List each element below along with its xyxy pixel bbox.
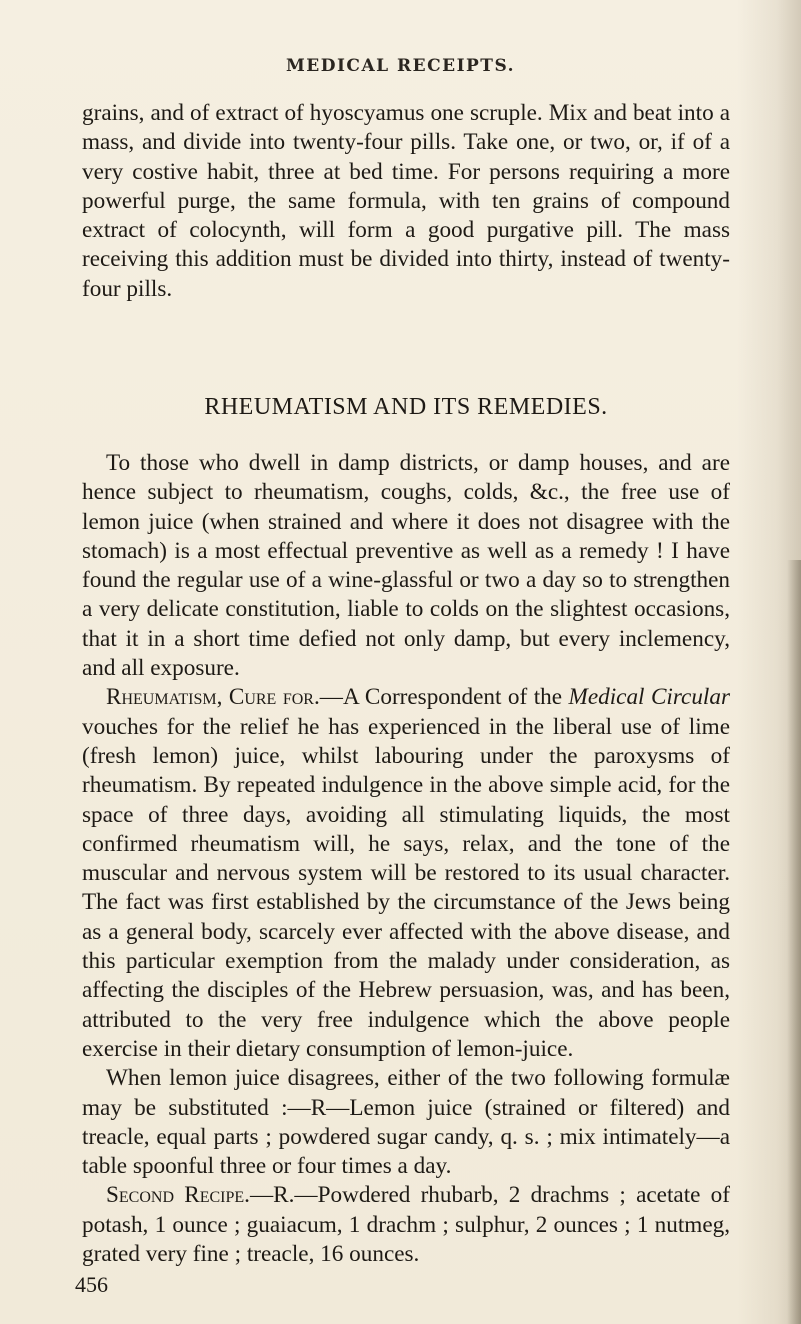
paragraph-text: vouches for the relief he has experienced in the liberal use of lime (fresh lemon) juice, whilst labouring under the paroxysms of rheumatism. By repeated indulgence in the above simple acid, for the space of three days, avoiding all stimulating liquids, the most confirmed rheumatism will, he says, relax, and the tone of the muscular and nervous system will be restored to its usual character. The fact was first established by the circumstance of the Jews being as a general body, scarcely ever affected with the above disease, and this particular exemption from the malady under consideration, as affecting the disciples of the Hebrew persuasion, was, and has been, attributed to the very free indulgence which the above people exercise in their dietary consumption of lemon-juice. [82,713,730,1062]
section-heading: RHEUMATISM AND ITS REMEDIES. [204,394,608,420]
publication-title: Medical Circular [568,684,730,711]
page-edge-shadow [787,560,801,1324]
entry-title: Rheumatism, Cure for. [106,684,320,711]
paragraph-text: —A Correspondent of the [319,684,569,711]
paragraph-rheumatism-cure [82,683,730,1064]
top-paragraph: grains, and of extract of hyoscyamus one scruple. Mix and beat into a mass, and divide into twenty-four pills. Take one, or two, or, if of a very costive habit, three at bed time. For persons requiring a more powerful purge, the same formula, with ten grains of compound extract of colocynth, will form a good purgative pill. The mass receiving this addition must be divided into thirty, instead of twenty-four pills. [82,100,730,302]
paragraph-formulae: When lemon juice disagrees, either of the two following formulæ may be substituted :—R—Lemon juice (strained or filtered) and treacle, equal parts ; powdered sugar candy, q. s. ; mix intimately—a table spoonful three or four times a day. [82,1065,730,1180]
body-text [82,449,730,1269]
paragraph-second-recipe [82,1181,730,1269]
running-head: MEDICAL RECEIPTS. [285,56,516,76]
paragraph-lemon-juice: To those who dwell in damp districts, or damp houses, and are hence subject to rheumatism, coughs, colds, &c., the free use of lemon juice (when strained and where it does not disagree with the stomach) is a most effectual preventive as well as a remedy ! I have found the regular use of a wine-glassful or two a day so to strengthen a very delicate constitution, liable to colds on the slightest occasions, that it in a short time defied not only damp, but every inclemency, and all exposure. [82,450,730,682]
paragraph-text: —R.—Powdered rhubarb, 2 drachms ; acetate of potash, 1 ounce ; guaiacum, 1 drachm ; sulphur, 2 ounces ; 1 nutmeg, grated very fine ; treacle, 16 ounces. [82,1182,730,1268]
page-number: 456 [75,1272,108,1297]
top-paragraph-block [82,99,730,304]
entry-title: Second Recipe. [106,1182,250,1209]
